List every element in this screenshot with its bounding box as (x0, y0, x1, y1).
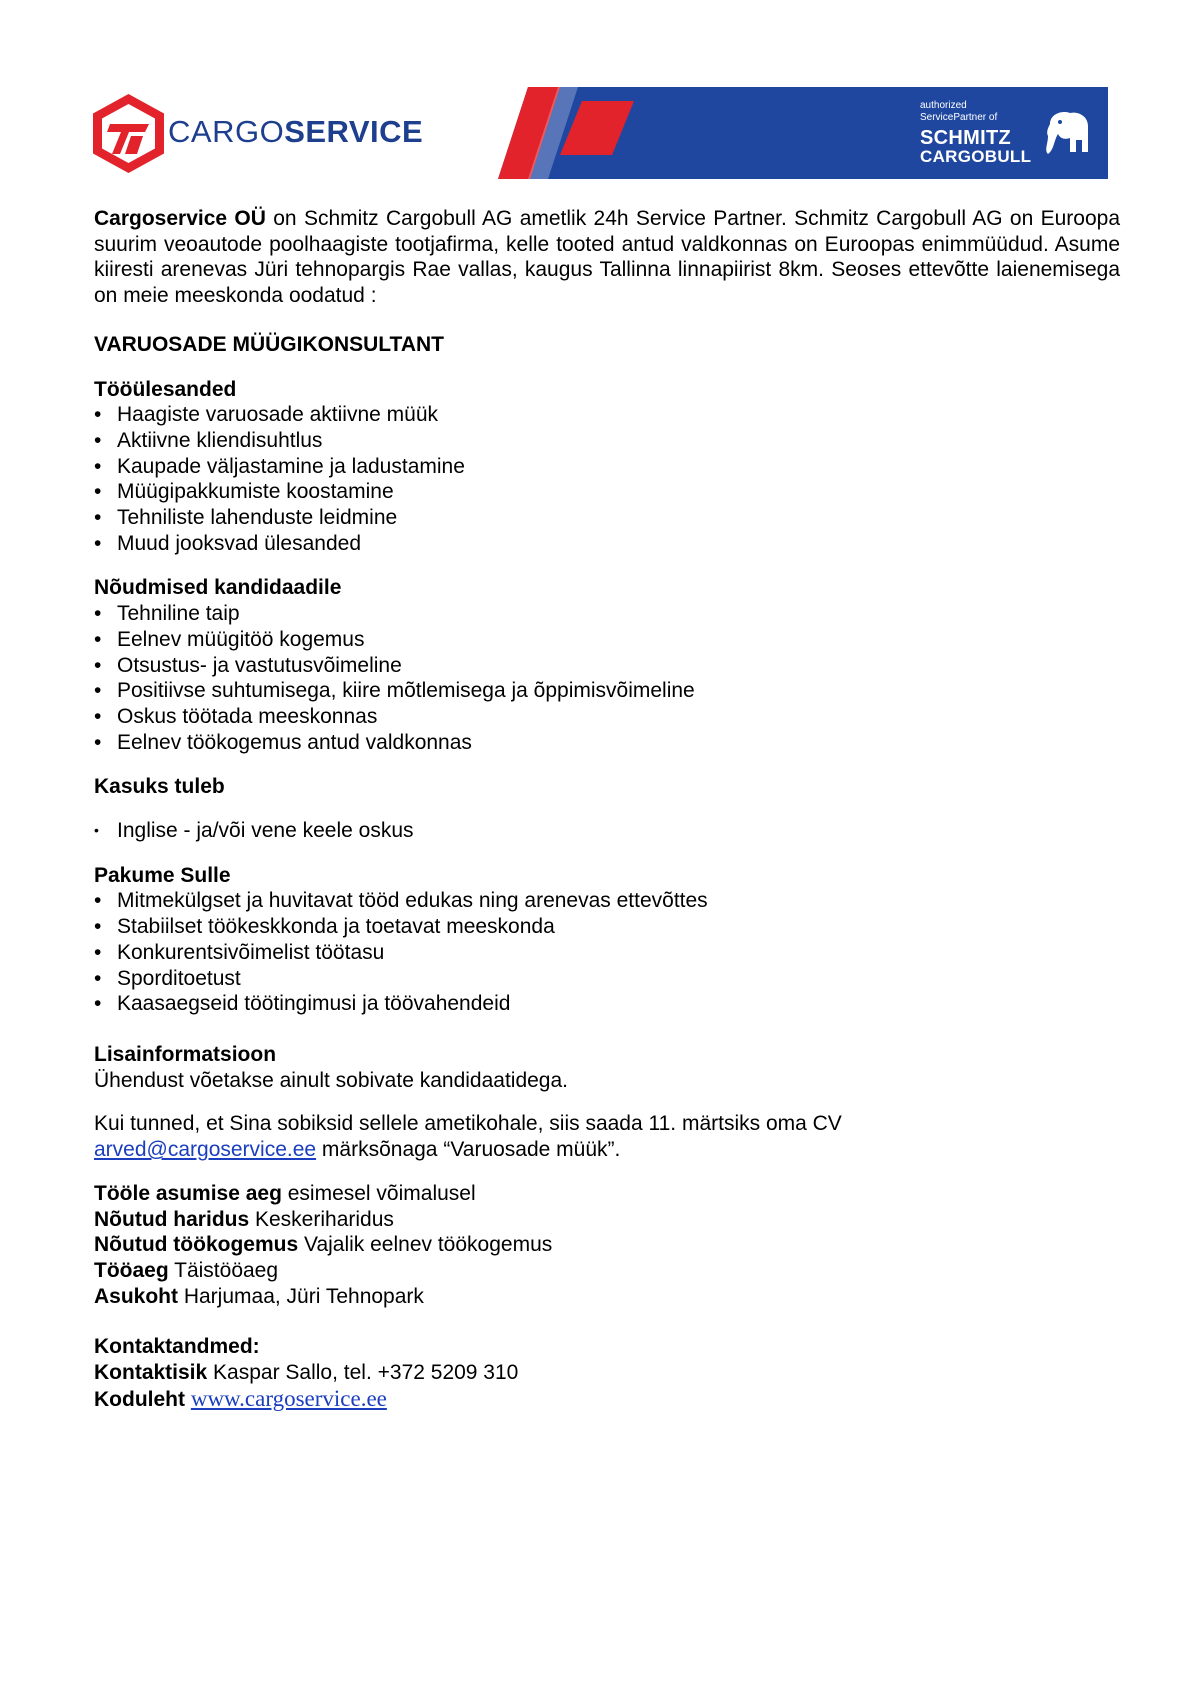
offer-list (94, 888, 1120, 1017)
list-item: • Eelnev töökogemus antud valdkonnas (94, 730, 1120, 756)
cargoservice-logo-icon (93, 94, 164, 173)
list-item: • Eelnev müügitöö kogemus (94, 627, 1120, 653)
list-item: • Positiivse suhtumisega, kiire mõtlemisega ja õppimisvõimeline (94, 678, 1120, 704)
job-title: VARUOSADE MÜÜGIKONSULTANT (94, 332, 444, 356)
contact-person-value: Kaspar Sallo, tel. +372 5209 310 (207, 1361, 519, 1385)
list-item: • Kaasaegseid töötingimusi ja töövahendeid (94, 991, 1120, 1017)
advantage-list (94, 818, 1120, 844)
company-name: Cargoservice OÜ (94, 207, 266, 230)
list-item: • Müügipakkumiste koostamine (94, 479, 1120, 505)
list-item: • Oskus töötada meeskonnas (94, 704, 1120, 730)
detail-value: Keskeriharidus (249, 1207, 394, 1231)
tasks-heading: Tööülesanded (94, 377, 237, 401)
partner-text (920, 100, 1031, 166)
extra-heading: Lisainformatsioon (94, 1042, 277, 1066)
requirements-list (94, 601, 1120, 755)
detail-label: Tööaeg (94, 1258, 169, 1282)
detail-row (94, 1232, 1120, 1258)
list-item: • Stabiilset töökeskkonda ja toetavat meeskonda (94, 914, 1120, 940)
list-item: • Otsustus- ja vastutusvõimeline (94, 653, 1120, 679)
advantage-section (94, 774, 1120, 843)
list-item: • Aktiivne kliendisuhtlus (94, 428, 1120, 454)
brand-part2: SERVICE (284, 114, 424, 149)
intro-text: on Schmitz Cargobull AG ametlik 24h Service Partner. Schmitz Cargobull AG on Euroopa suurim veoautode poolhaagiste tootjafirma, kelle tooted antud valdkonnas on Euroopas enimmüüdud. Asume kiiresti arenevas Jüri tehnopargis Rae vallas, kaugus Tallinna linnapiirist 8km. Seoses ettevõtte laienemisega on meie meeskonda oodatud : (94, 207, 1120, 308)
contact-section (94, 1334, 1120, 1412)
contact-person-row (94, 1360, 1120, 1386)
website-link[interactable]: www.cargoservice.ee (190, 1385, 387, 1411)
list-item: • Mitmekülgset ja huvitavat tööd edukas ning arenevas ettevõttes (94, 888, 1120, 914)
tasks-list (94, 402, 1120, 556)
apply-section (94, 1111, 1120, 1162)
brand-part1: CARGO (168, 114, 285, 149)
intro-paragraph (94, 206, 1120, 309)
detail-value: Harjumaa, Jüri Tehnopark (178, 1284, 424, 1308)
partner-brand1: SCHMITZ (920, 127, 1011, 149)
website-row (94, 1386, 1120, 1413)
detail-row (94, 1258, 1120, 1284)
elephant-icon (1040, 110, 1092, 164)
detail-value: Täistööaeg (168, 1258, 279, 1282)
detail-value: esimesel võimalusel (281, 1181, 476, 1205)
offer-heading: Pakume Sulle (94, 863, 231, 887)
partner-brand2: CARGOBULL (920, 147, 1032, 166)
list-item: • Kaupade väljastamine ja ladustamine (94, 454, 1120, 480)
offer-section (94, 863, 1120, 1017)
partner-line2: ServicePartner of (920, 112, 998, 123)
detail-value: Vajalik eelnev töökogemus (298, 1233, 553, 1257)
list-item: • Haagiste varuosade aktiivne müük (94, 402, 1120, 428)
website-label: Koduleht (94, 1387, 185, 1411)
detail-row (94, 1284, 1120, 1310)
detail-row (94, 1207, 1120, 1233)
detail-label: Tööle asumise aeg (94, 1181, 282, 1205)
detail-label: Nõutud töökogemus (94, 1233, 299, 1257)
extra-text: Ühendust võetakse ainult sobivate kandidaatidega. (94, 1068, 568, 1092)
cargoservice-wordmark (168, 114, 423, 150)
list-item: • Sporditoetust (94, 966, 1120, 992)
partner-line1: authorized (920, 100, 967, 111)
tasks-section (94, 377, 1120, 557)
requirements-heading: Nõudmised kandidaadile (94, 576, 342, 600)
details-section (94, 1181, 1120, 1310)
header (0, 0, 1200, 190)
contact-heading: Kontaktandmed: (94, 1335, 260, 1359)
contact-person-label: Kontaktisik (94, 1361, 208, 1385)
job-ad-body (94, 206, 1120, 1412)
requirements-section (94, 575, 1120, 755)
list-item: • Inglise - ja/või vene keele oskus (94, 818, 1120, 844)
list-item: • Konkurentsivõimelist töötasu (94, 940, 1120, 966)
detail-label: Nõutud haridus (94, 1207, 250, 1231)
apply-line1: Kui tunned, et Sina sobiksid sellele ametikohale, siis saada 11. märtsiks oma CV (94, 1112, 842, 1136)
extra-info-section (94, 1042, 1120, 1093)
list-item: • Tehniline taip (94, 601, 1120, 627)
list-item: • Muud jooksvad ülesanded (94, 531, 1120, 557)
apply-line2: märksõnaga “Varuosade müük”. (316, 1138, 621, 1162)
list-item: • Tehniliste lahenduste leidmine (94, 505, 1120, 531)
detail-label: Asukoht (94, 1284, 178, 1308)
email-link[interactable]: arved@cargoservice.ee (94, 1138, 317, 1162)
advantage-heading: Kasuks tuleb (94, 775, 225, 799)
detail-row (94, 1181, 1120, 1207)
